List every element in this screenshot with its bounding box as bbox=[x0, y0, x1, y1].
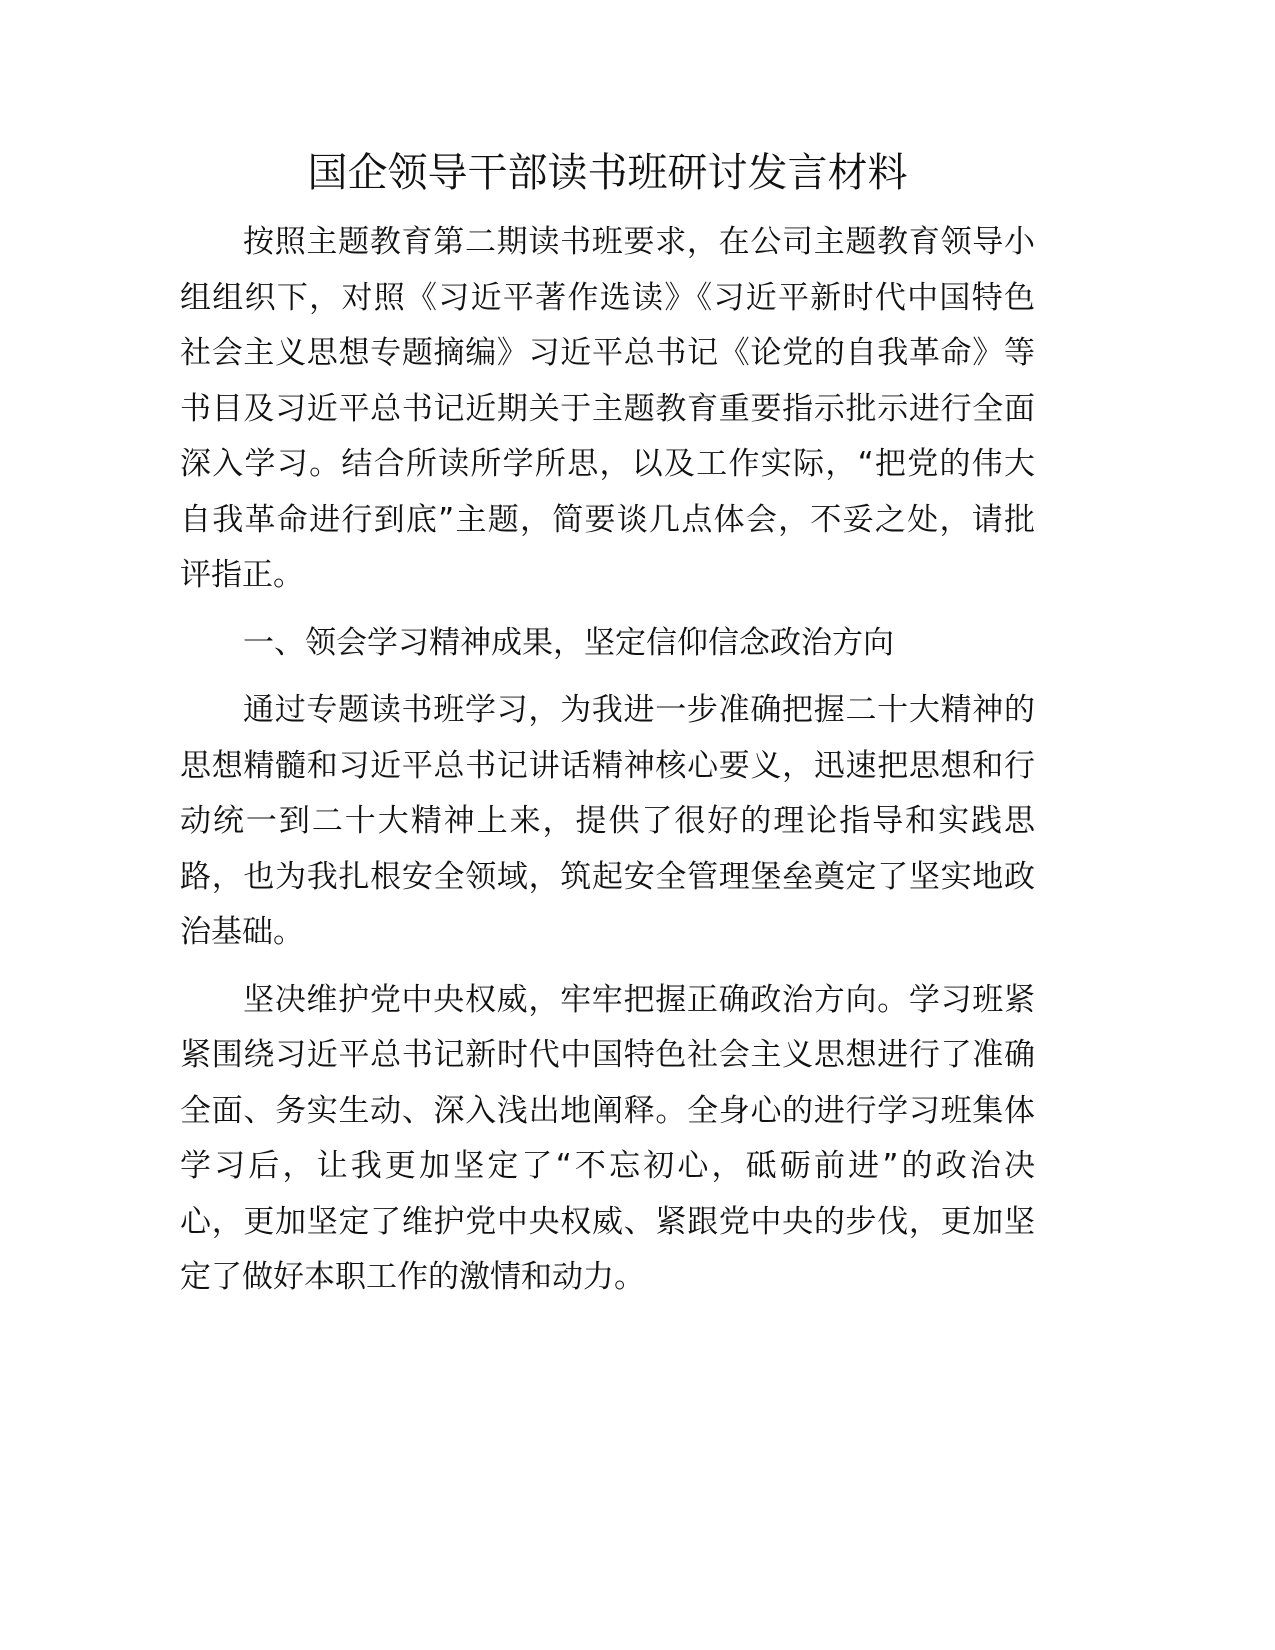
text-line: 书目及习近平总书记近期关于主题教育重要指示批示进行全面 bbox=[180, 390, 1035, 427]
text-line: 学习后，让我更加坚定了“不忘初心，砥砺前进”的政治决 bbox=[180, 1148, 1035, 1184]
text-line: 紧围绕习近平总书记新时代中国特色社会主义思想进行了准确 bbox=[180, 1037, 1035, 1073]
paragraph-study bbox=[180, 683, 1035, 961]
paragraph-intro bbox=[180, 215, 1035, 604]
text-line: 坚决维护党中央权威，牢牢把握正确政治方向。学习班紧 bbox=[243, 981, 1035, 1018]
text-line: 深入学习。结合所读所学所思，以及工作实际，“把党的伟大 bbox=[180, 446, 1035, 482]
text-line: 按照主题教育第二期读书班要求，在公司主题教育领导小 bbox=[243, 224, 1035, 260]
paragraph-authority bbox=[180, 973, 1035, 1306]
text-line: 组组织下，对照《习近平著作选读》《习近平新时代中国特色 bbox=[180, 279, 1035, 316]
text-line: 动统一到二十大精神上来，提供了很好的理论指导和实践思 bbox=[180, 803, 1035, 839]
text-line: 通过专题读书班学习，为我进一步准确把握二十大精神的 bbox=[243, 692, 1035, 728]
text-line: 心，更加坚定了维护党中央权威、紧跟党中央的步伐，更加坚 bbox=[180, 1203, 1035, 1240]
text-line: 一、领会学习精神成果，坚定信仰信念政治方向 bbox=[243, 624, 894, 661]
text-line: 评指正。 bbox=[180, 557, 304, 593]
text-line: 社会主义思想专题摘编》习近平总书记《论党的自我革命》等 bbox=[180, 335, 1035, 371]
text-line: 全面、务实生动、深入浅出地阐释。全身心的进行学习班集体 bbox=[180, 1092, 1035, 1129]
document-body bbox=[180, 215, 1035, 1318]
text-line: 自我革命进行到底”主题，简要谈几点体会，不妥之处，请批 bbox=[180, 501, 1035, 538]
text-line: 思想精髓和习近平总书记讲话精神核心要义，迅速把思想和行 bbox=[180, 747, 1035, 784]
section-heading-1 bbox=[180, 616, 1035, 672]
document-title: 国企领导干部读书班研讨发言材料 bbox=[307, 150, 908, 196]
text-line: 定了做好本职工作的激情和动力。 bbox=[180, 1259, 645, 1295]
text-line: 路，也为我扎根安全领域，筑起安全管理堡垒奠定了坚实地政 bbox=[180, 858, 1035, 895]
text-line: 治基础。 bbox=[180, 914, 304, 950]
